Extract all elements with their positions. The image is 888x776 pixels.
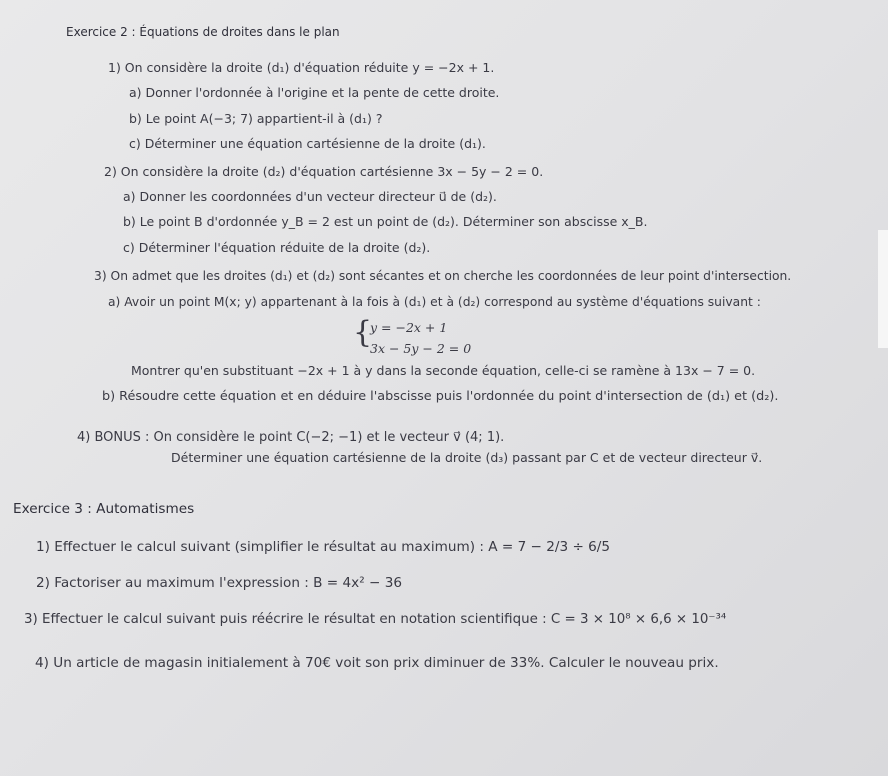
exercise-2-title: Exercice 2 : Équations de droites dans le plan — [66, 25, 340, 39]
system-brace: { — [353, 315, 373, 350]
ex2-question-3a-instruction: Montrer qu'en substituant −2x + 1 à y dans la seconde équation, celle-ci se ramène à 13x − 7 = 0. — [131, 363, 756, 378]
exercise-3-title: Exercice 3 : Automatismes — [13, 501, 195, 517]
ex2-question-3: 3) On admet que les droites (d₁) et (d₂) sont sécantes et on cherche les coordonnées de leur point d'intersection. — [94, 269, 792, 283]
ex2-question-2b: b) Le point B d'ordonnée y_B = 2 est un point de (d₂). Déterminer son abscisse x_B. — [123, 214, 648, 229]
ex3-question-4: 4) Un article de magasin initialement à 70€ voit son prix diminuer de 33%. Calculer le nouveau prix. — [35, 655, 719, 671]
ex3-question-1: 1) Effectuer le calcul suivant (simplifier le résultat au maximum) : A = 7 − 2/3 ÷ 6/5 — [36, 539, 611, 555]
ex2-question-1b: b) Le point A(−3; 7) appartient-il à (d₁) ? — [129, 111, 383, 126]
ex2-question-4-instruction: Déterminer une équation cartésienne de la droite (d₃) passant par C et de vecteur directeur v⃗. — [171, 450, 763, 465]
ex2-question-1c: c) Déterminer une équation cartésienne de la droite (d₁). — [129, 136, 486, 151]
system-equation-2: 3x − 5y − 2 = 0 — [370, 341, 472, 356]
ex2-question-4-bonus: 4) BONUS : On considère le point C(−2; −1) et le vecteur v⃗ (4; 1). — [77, 430, 505, 445]
ex3-question-2: 2) Factoriser au maximum l'expression : B = 4x² − 36 — [36, 575, 402, 591]
ex3-question-3: 3) Effectuer le calcul suivant puis réécrire le résultat en notation scientifique : C = 3 × 10⁸ × 6,6 × 10⁻³⁴ — [24, 612, 727, 627]
ex2-question-3a: a) Avoir un point M(x; y) appartenant à la fois à (d₁) et à (d₂) correspond au système d'équations suivant : — [108, 295, 761, 309]
page-edge-tab — [878, 230, 888, 348]
ex2-question-1: 1) On considère la droite (d₁) d'équation réduite y = −2x + 1. — [108, 60, 495, 75]
ex2-question-2c: c) Déterminer l'équation réduite de la droite (d₂). — [123, 240, 431, 255]
ex2-question-2: 2) On considère la droite (d₂) d'équation cartésienne 3x − 5y − 2 = 0. — [104, 164, 544, 179]
system-equation-1: y = −2x + 1 — [370, 320, 448, 335]
ex2-question-2a: a) Donner les coordonnées d'un vecteur directeur u⃗ de (d₂). — [123, 189, 497, 204]
ex2-question-3b: b) Résoudre cette équation et en déduire l'abscisse puis l'ordonnée du point d'intersection de (d₁) et (d₂). — [102, 389, 779, 404]
ex2-question-1a: a) Donner l'ordonnée à l'origine et la pente de cette droite. — [129, 85, 500, 100]
